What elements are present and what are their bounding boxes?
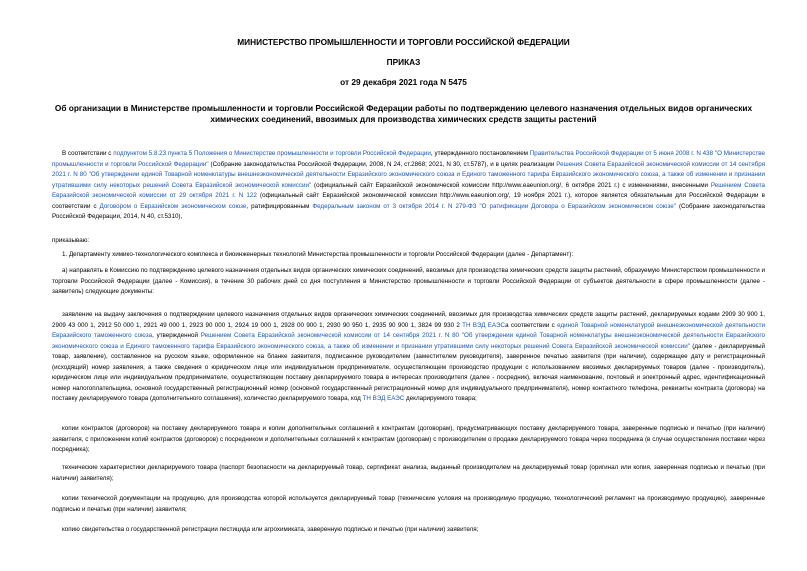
doc-date-heading: от 29 декабря 2021 года N 5475 — [340, 77, 467, 87]
tn-ved-link[interactable]: ТН ВЭД ЕАЭС — [462, 321, 506, 329]
preamble-text: (Собрание законодательства Российской Федерации, 2008, N 24, ст.2868; 2021, N 30, ст.5787), и в целях реализации — [208, 160, 557, 168]
item-1-text: 1. Департаменту химико-технологического комплекса и биоинженерных технологий Министерства промышленности и торговли Российской Федерации (далее - Департамент): — [62, 251, 574, 258]
tech-specs-paragraph — [52, 463, 765, 484]
eaeu-treaty-link[interactable]: Договором о Евразийском экономическом союзе — [99, 202, 247, 210]
document-title: Об организации в Министерстве промышленности и торговли Российской Федерации работы по подтверждению целевого назначения отдельных видов органических химических соединений, ввозимых для производства химических средств защиты растений — [54, 103, 753, 124]
item-1-paragraph — [52, 250, 765, 261]
application-paragraph — [52, 310, 765, 405]
preamble-text: , утвержденного постановлением — [430, 150, 530, 157]
preamble-text: (Собрание законодательства Российской Федерации, 2014, N 40, ст.5310), — [52, 202, 766, 220]
preamble-text: В соответствии с — [62, 150, 114, 157]
preamble-paragraph — [52, 149, 765, 223]
contracts-paragraph — [52, 424, 765, 456]
preamble-text: (официальный сайт Евразийской экономической комиссии http://www.eaeunion.org/, 6 октября 2021 г.) с изменениями, внесенными — [311, 181, 711, 189]
application-text: декларируемого товара; — [404, 395, 477, 402]
eec-decision-122-link[interactable]: Решением Совета Евразийской экономической комиссии от 29 октября 2021 г. N 122 — [52, 181, 765, 199]
commodity-nomenclature-link[interactable]: единой Товарной номенклатурой внешнеэкономической деятельности Евразийского таможенного союза — [52, 321, 765, 339]
registration-certificate-text: копию свидетельства о государственной регистрации пестицида или агрохимиката, заверенную подписью и печатью (при наличии) заявителя; — [62, 526, 479, 533]
eec-decision-80-link[interactable]: Решения Совета Евразийской экономической комиссии от 14 сентября 2021 г. N 80 "Об утверждении единой Товарной номенклатуры внешнеэкономической деятельности Евразийского экономического союза и Единого таможенного тарифа Евразийского экономического союза, а также об изменении и признании утратившими силу некоторых решений Совета Евразийской экономической комиссии" — [52, 160, 766, 189]
preamble-text: , ратифицированным — [246, 202, 313, 210]
tn-ved-link[interactable]: ТН ВЭД ЕАЭС — [362, 395, 405, 402]
order-word: приказываю: — [52, 237, 90, 244]
federal-law-link[interactable]: Федеральным законом от 3 октября 2014 г. N 279-ФЗ "О ратификации Договора о Евразийском экономическом союзе" — [312, 202, 676, 210]
application-text: , утвержденной — [152, 332, 201, 339]
government-decree-link[interactable]: Правительства Российской Федерации от 5 июня 2008 г. N 438 "О Министерстве промышленности и торговли Российской Федерации" — [52, 150, 766, 168]
preamble-text: (официальный сайт Евразийской экономической комиссии http://www.eaeunion.org/, 19 ноября 2021 г.), которое является обязательным для Российской Федерации в соответствии с — [52, 192, 765, 210]
eec-decision-80-link[interactable]: Решением Совета Евразийской экономической комиссии от 14 сентября 2021 г. N 80 "Об утверждении единой Товарной номенклатуры внешнеэкономической деятельности Евразийского экономического союза и Единого таможенного тарифа Евразийского экономического союза, а также об изменении и признании утратившими силу некоторых решений Совета Евразийской экономической комиссии" — [52, 332, 766, 350]
item-a-paragraph — [52, 266, 765, 298]
application-text: а соответствии с — [505, 321, 558, 329]
item-a-text: а) направлять в Комиссию по подтверждению целевого назначения отдельных видов органических химических соединений, ввозимых для производства химических средств защиты растений, образуемую Министерством промышленности и торговли Российской Федерации (далее - Комиссия), в течение 30 рабочих дней со дня поступления в Министерство промышленности и торговли Российской Федерации от субъектов деятельности в сфере промышленности (далее - заявитель) следующие документы: — [52, 267, 765, 295]
contracts-text: копии контрактов (договоров) на поставку декларируемого товара и копии дополнительных соглашений к контрактам (договорам), предусматривающих поставку декларируемого товара, заверенные подписью и печатью (при наличии) заявителя, с приложением копий контрактов (договоров) с посредником и дополнительных соглашений к контрактам (договорам) с производителем о продаже декларируемого товара через посредника (в случае осуществления поставки через посредника); — [52, 425, 765, 453]
tech-docs-paragraph — [52, 494, 765, 515]
tech-specs-text: технические характеристики декларируемого товара (паспорт безопасности на декларируемый товар, сертификат анализа, выданный производителем на декларируемый товар (оригинал или копия, заверенная подписью и печатью (при наличии) заявителя); — [52, 464, 765, 482]
ministry-heading: МИНИСТЕРСТВО ПРОМЫШЛЕННОСТИ И ТОРГОВЛИ РОССИЙСКОЙ ФЕДЕРАЦИИ — [237, 37, 570, 47]
tech-docs-text: копии технической документации на продукцию, для производства которой используется декларируемый товар (технические условия на производимую продукцию, технологический регламент на производимую продукцию), заверенные подписью и печатью (при наличии) заявителя; — [52, 495, 765, 513]
application-text: (далее - декларируемый товар, заявление), составленное на русском языке, оформленное на бланке заявителя, подписанное руководителем (заместителем руководителя), заверенное печатью заявителя (при наличии), содержащее дату и регистрационный (исходящий) номер заявления, а также сведения о юридическом лице или индивидуальном предпринимателе, осуществляющем производство продукции с использованием ввозимых декларируемых товаров (далее - производитель), юридическом лице или индивидуальном предпринимателе, осуществляющем поставку декларируемого товара в интересах производителя (далее - посредник), включая наименование, почтовый и электронный адрес, идентификационный номер налогоплательщика, основной государственный регистрационный номер (основной государственный регистрационный номер для индивидуального предпринимателя), номер контактного телефона, реквизиты контракта (договора) на поставку декларируемого товара (дополнительного соглашения), количество декларируемого товара, код — [52, 342, 766, 402]
application-text: заявление на выдачу заключения о подтверждении целевого назначения отдельных видов органических химических соединений, ввозимых для производства химических средств защиты растений, декларируемых кодами 2909 30 900 1, 2909 43 000 1, 2912 50 000 1, 2921 49 000 1, 2923 90 000 1, 2924 19 000 1, 2928 00 900 1, 2930 90 950 1, 2935 90 900 1, 3824 99 930 2 — [52, 311, 765, 329]
regulation-link[interactable]: подпунктом 5.8.23 пункта 5 Положения о Министерстве промышленности и торговли Российской Федерации — [113, 150, 431, 157]
registration-certificate-paragraph — [52, 525, 765, 536]
doc-type-heading: ПРИКАЗ — [386, 57, 421, 67]
